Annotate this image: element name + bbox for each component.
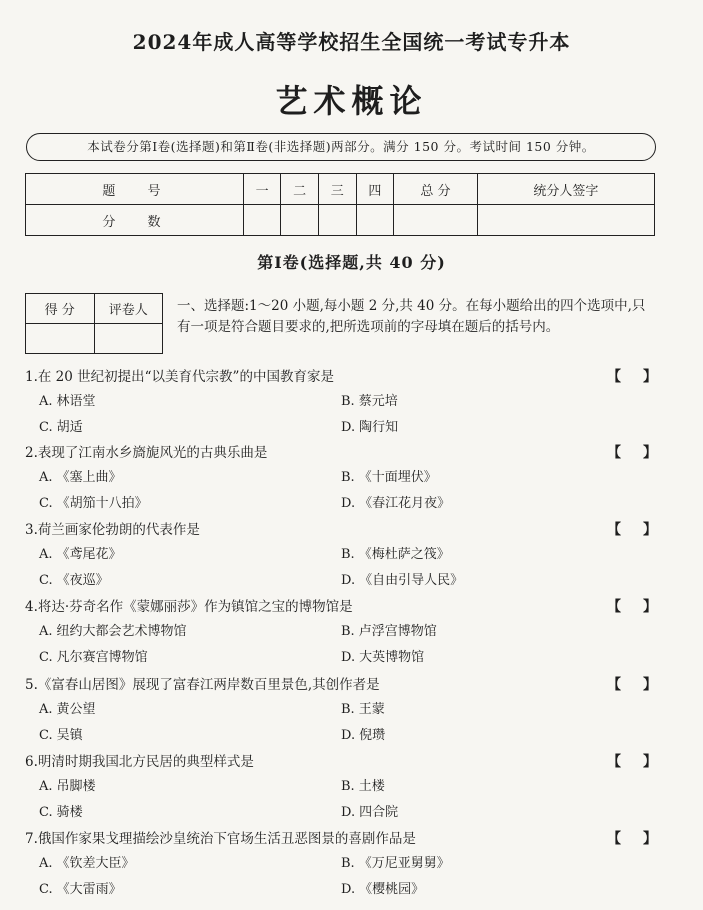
option-b [341,393,398,411]
option-letter: A. [39,702,53,717]
option-letter: B. [341,702,355,717]
option-b [341,701,385,719]
option-text: 吊脚楼 [56,779,96,794]
option-text: 《春江花月夜》 [359,496,451,511]
question-4 [25,598,685,678]
option-d [341,804,398,822]
option-letter: B. [341,856,355,871]
option-a [39,778,96,796]
question-2 [25,444,685,524]
question-stem: 7.俄国作家果戈理描绘沙皇统治下官场生活丑恶图景的喜剧作品是 [25,831,416,847]
option-c [39,727,83,745]
option-text: 林语堂 [56,394,96,409]
option-text: 王蒙 [358,702,385,717]
answer-bracket [607,830,657,848]
score-input-part-3 [318,205,356,236]
option-b [341,469,437,487]
bracket-close: 】 [643,599,657,615]
question-3 [25,521,685,601]
option-text: 四合院 [359,805,399,820]
option-text: 《大雷雨》 [56,882,122,897]
option-text: 卢浮宫博物馆 [358,624,437,639]
option-text: 大英博物馆 [359,650,425,665]
option-letter: A. [39,394,53,409]
option-letter: C. [39,882,53,897]
score-row-label: 分 数 [26,205,244,236]
option-letter: D. [341,882,356,897]
score-input-part-1 [243,205,281,236]
question-6 [25,753,685,833]
question-stem: 3.荷兰画家伦勃朗的代表作是 [25,522,200,538]
bracket-open: 【 [607,754,621,770]
bracket-open: 【 [607,522,621,538]
option-a [39,546,122,564]
question-stem: 4.将达·芬奇名作《蒙娜丽莎》作为镇馆之宝的博物馆是 [25,599,353,615]
option-b [341,623,437,641]
option-letter: B. [341,779,355,794]
option-text: 凡尔赛宫博物馆 [56,650,148,665]
question-stem: 6.明清时期我国北方民居的典型样式是 [25,754,254,770]
option-d [341,727,385,745]
score-table [25,173,655,236]
answer-bracket [607,444,657,462]
option-a [39,393,96,411]
option-text: 《梅杜萨之筏》 [358,547,450,562]
option-c [39,649,148,667]
option-text: 倪瓒 [359,728,386,743]
grader-score-box [26,324,95,354]
option-letter: C. [39,728,53,743]
option-text: 陶行知 [359,420,399,435]
grader-name-box [94,324,163,354]
option-letter: B. [341,547,355,562]
score-cell-part-1: 一 [243,174,281,205]
exam-header [0,26,703,55]
option-d [341,649,424,667]
option-text: 《胡笳十八拍》 [56,496,148,511]
grader-table [25,293,163,354]
bracket-close: 】 [643,522,657,538]
option-text: 《自由引导人民》 [359,573,464,588]
bracket-close: 】 [643,677,657,693]
answer-bracket [607,368,657,386]
option-text: 《万尼亚舅舅》 [358,856,450,871]
question-7 [25,830,685,910]
answer-bracket [607,676,657,694]
option-text: 吴镇 [56,728,83,743]
option-letter: D. [341,573,356,588]
option-letter: C. [39,805,53,820]
question-5 [25,676,685,756]
score-cell-signature: 统分人签字 [477,174,654,205]
option-a [39,855,135,873]
score-cell-total: 总 分 [394,174,478,205]
option-text: 蔡元培 [358,394,398,409]
option-text: 黄公望 [56,702,96,717]
option-text: 《钦差大臣》 [56,856,135,871]
exam-name: 2024年成人高等学校招生全国统一考试专升本 [132,30,571,54]
option-letter: C. [39,650,53,665]
score-input-signature [477,205,654,236]
bracket-open: 【 [607,369,621,385]
option-text: 骑楼 [56,805,83,820]
option-letter: D. [341,420,356,435]
bracket-open: 【 [607,445,621,461]
score-cell-part-4: 四 [356,174,394,205]
subject-title: 艺术概论 [275,82,428,120]
option-d [341,419,398,437]
bracket-close: 】 [643,831,657,847]
option-b [341,778,385,796]
option-text: 《塞上曲》 [56,470,122,485]
bracket-open: 【 [607,831,621,847]
option-letter: B. [341,394,355,409]
option-letter: A. [39,624,53,639]
bracket-close: 】 [643,754,657,770]
option-a [39,469,122,487]
section-instructions: 一、选择题:1～20 小题,每小题 2 分,共 40 分。在每小题给出的四个选项中,只有一项是符合题目要求的,把所选项前的字母填在题后的括号内。 [177,298,646,335]
option-text: 《樱桃园》 [359,882,425,897]
option-text: 《夜巡》 [56,573,109,588]
option-letter: A. [39,470,53,485]
option-letter: C. [39,496,53,511]
answer-bracket [607,521,657,539]
answer-bracket [607,753,657,771]
option-letter: B. [341,470,355,485]
score-input-part-2 [281,205,319,236]
score-input-total [394,205,478,236]
score-cell-part-3: 三 [318,174,356,205]
grader-score-label: 得 分 [26,294,95,324]
option-c [39,419,83,437]
option-letter: A. [39,856,53,871]
option-c [39,881,122,899]
option-letter: D. [341,650,356,665]
option-letter: A. [39,547,53,562]
option-letter: D. [341,728,356,743]
option-text: 土楼 [358,779,385,794]
exam-notice: 本试卷分第Ⅰ卷(选择题)和第Ⅱ卷(非选择题)两部分。满分 150 分。考试时间 150 分钟。 [26,133,656,161]
score-cell-part-2: 二 [281,174,319,205]
option-c [39,495,148,513]
option-text: 胡适 [56,420,83,435]
answer-bracket [607,598,657,616]
question-1 [25,368,685,448]
option-c [39,804,83,822]
question-stem: 1.在 20 世纪初提出“以美育代宗教”的中国教育家是 [25,369,334,385]
option-text: 《鸢尾花》 [56,547,122,562]
option-text: 《十面埋伏》 [358,470,437,485]
option-d [341,572,463,590]
option-text: 纽约大都会艺术博物馆 [56,624,187,639]
score-input-part-4 [356,205,394,236]
bracket-open: 【 [607,677,621,693]
option-b [341,855,450,873]
option-a [39,701,96,719]
option-letter: A. [39,779,53,794]
grader-name-label: 评卷人 [94,294,163,324]
part-title: 第Ⅰ卷(选择题,共 40 分) [257,253,446,272]
bracket-close: 】 [643,445,657,461]
option-letter: C. [39,573,53,588]
option-c [39,572,109,590]
question-stem: 2.表现了江南水乡旖旎风光的古典乐曲是 [25,445,268,461]
score-cell-question-no: 题 号 [26,174,244,205]
bracket-close: 】 [643,369,657,385]
option-d [341,881,424,899]
score-table-score-row [26,205,655,236]
option-b [341,546,450,564]
bracket-open: 【 [607,599,621,615]
option-letter: D. [341,805,356,820]
option-d [341,495,450,513]
option-letter: D. [341,496,356,511]
score-table-header-row [26,174,655,205]
option-letter: B. [341,624,355,639]
question-stem: 5.《富春山居图》展现了富春江两岸数百里景色,其创作者是 [25,677,380,693]
option-a [39,623,187,641]
option-letter: C. [39,420,53,435]
